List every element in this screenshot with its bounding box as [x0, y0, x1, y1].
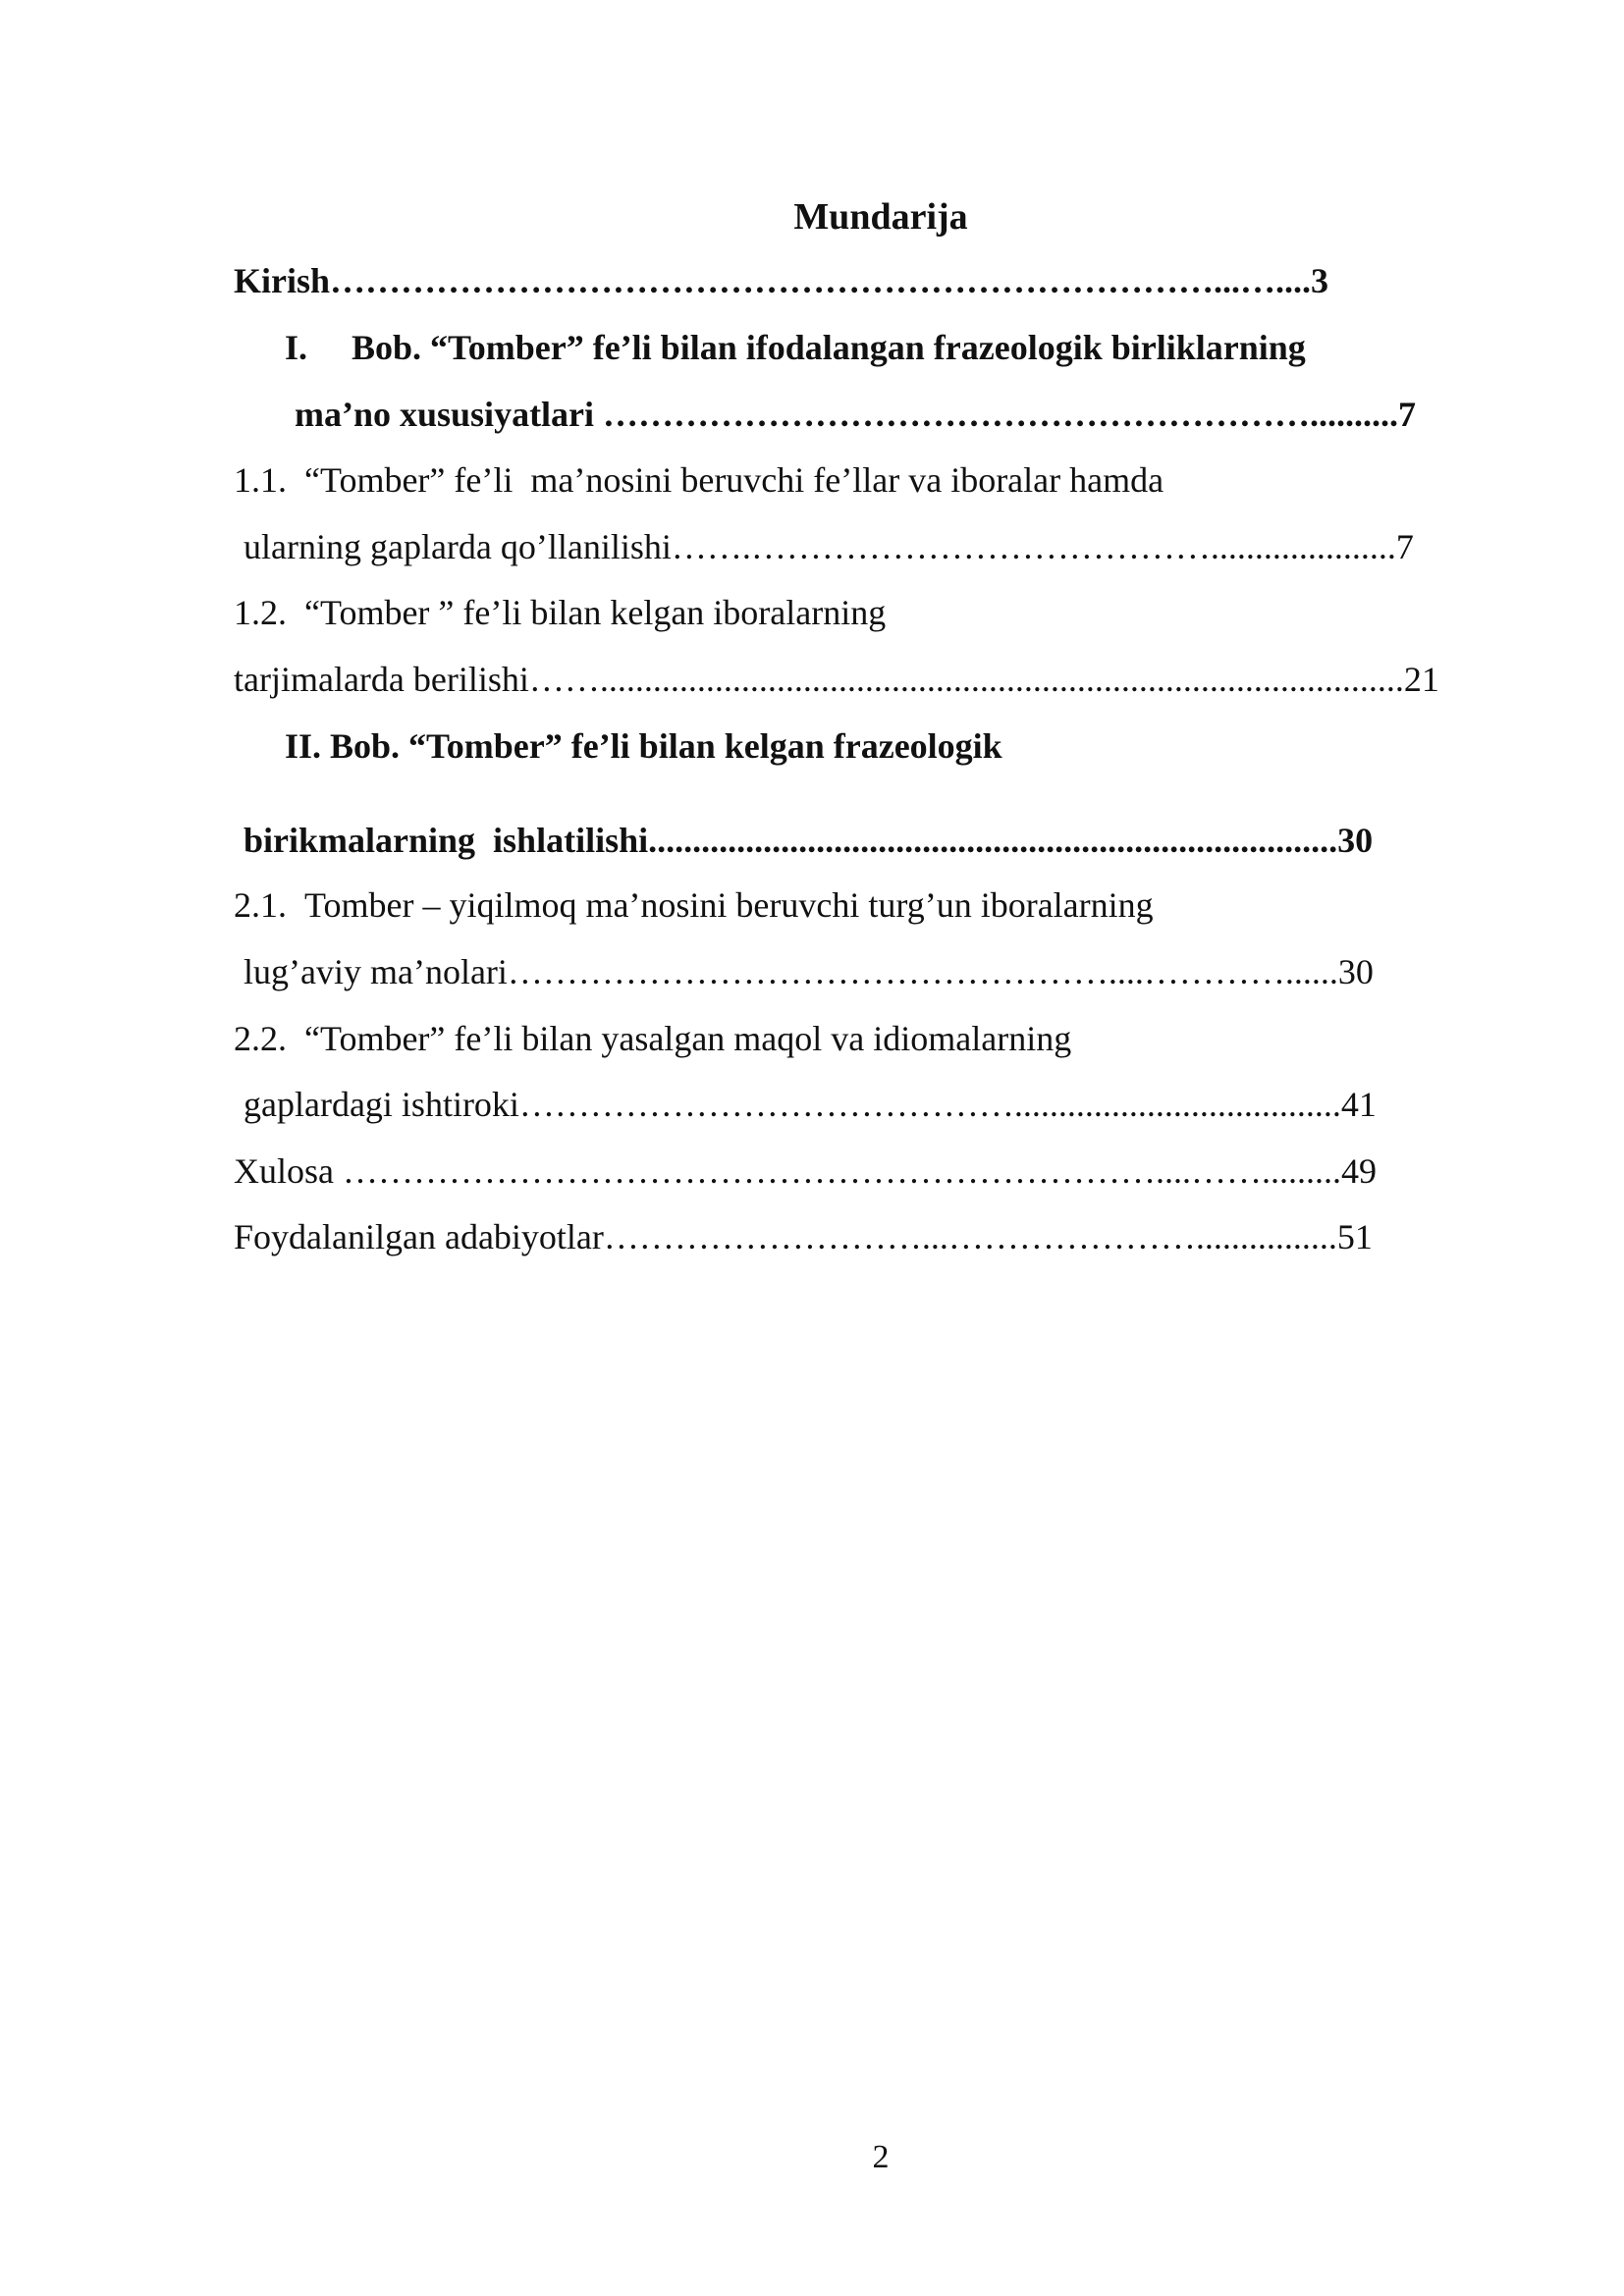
toc-section-1-1-line-1: 1.1. “Tomber” fe’li ma’nosini beruvchi fe’llar va iboralar hamda — [234, 460, 1164, 500]
toc-chapter-2-line-1: II. Bob. “Tomber” fe’li bilan kelgan frazeologik — [285, 726, 1002, 766]
toc-kirish: Kirish…………………………………………………………………...…....3 — [234, 261, 1329, 300]
toc-section-1-2-line-2: tarjimalarda berilishi……...........................................................................................21 — [234, 660, 1439, 699]
toc-adabiyotlar: Foydalanilgan adabiyotlar………………………...…………………................51 — [234, 1217, 1373, 1256]
toc-section-1-2-line-1: 1.2. “Tomber ” fe’li bilan kelgan iboralarning — [234, 593, 887, 632]
toc-chapter-1-line-2: ma’no xususiyatlari ……………………………………………………..........7 — [295, 395, 1417, 434]
toc-chapter-1-line-1: I. Bob. “Tomber” fe’li bilan ifodalangan frazeologik birliklarning — [285, 328, 1306, 367]
toc-section-2-1-line-1: 2.1. Tomber – yiqilmoq ma’nosini beruvchi turg’un iboralarning — [234, 885, 1154, 925]
toc-section-2-2-line-1: 2.2. “Tomber” fe’li bilan yasalgan maqol va idiomalarning — [234, 1019, 1072, 1058]
page-number: 2 — [872, 2139, 890, 2175]
toc-section-2-2-line-2: gaplardagi ishtiroki…………………………………….....................................41 — [244, 1085, 1377, 1124]
toc-section-1-1-line-2: ularning gaplarda qo’llanilishi…….………………………………….....................7 — [244, 527, 1414, 566]
toc-section-2-1-line-2: lug’aviy ma’nolari……………………………………………....…………......30 — [244, 952, 1374, 991]
toc-chapter-2-line-2: birikmalarning ishlatilishi..............................................................................30 — [244, 821, 1374, 860]
page-title: Mundarija — [793, 196, 968, 238]
toc-xulosa: Xulosa ……………………………………………………………....…….........49 — [234, 1151, 1377, 1191]
